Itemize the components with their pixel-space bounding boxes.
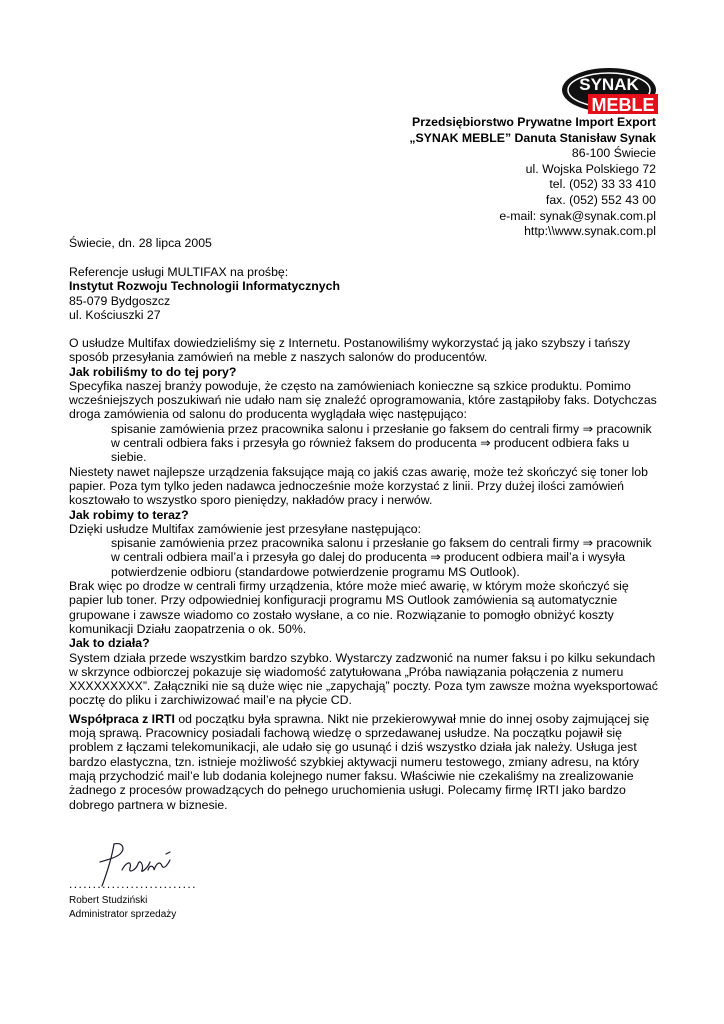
recipient-street: ul. Kościuszki 27 (69, 308, 161, 323)
company-name-line1: Przedsiębiorstwo Prywatne Import Export (412, 115, 656, 129)
signatory-name: Robert Studziński (69, 895, 148, 906)
svg-text:MEBLE: MEBLE (591, 95, 655, 115)
letter-body (69, 336, 659, 812)
paragraph-before: Specyfika naszej branży powoduje, że często na zamówieniach konieczne są szkice produktu. Pomimo wcześniejszych poszukiwań nie udało nam się znaleźć oprogramowania, które zastąpiłoby faks. Dotychczas droga zamówienia od salonu do producenta wyglądała więc następująco: (69, 378, 657, 422)
paragraph-benefits: Brak więc po drodze w centrali firmy urządzenia, które może mieć awarię, w którym może skończyć się papier lub toner. Przy odpowiedniej konfiguracji programu MS Outlook zamówienia są automatycznie grupowane i zawsze wiadomo co zostało wysłane, a co nie. Rozwiązanie to pomogło obniżyć koszty komunikacji Działu zaopatrzenia o ok. 50%. (69, 579, 629, 636)
steps-before: spisanie zamówienia przez pracownika salonu i przesłanie go faksem do centrali firmy ⇒ pracownik w centrali odbiera faks i przesyła go również faksem do producenta ⇒ producent odbiera faks u siebie. (111, 421, 652, 465)
intro-paragraph: O usłudze Multifax dowiedzieliśmy się z Internetu. Postanowiliśmy wykorzystać ją jako szybszy i tańszy sposób przesyłania zamówień na meble z naszych salonów do producentów. (69, 336, 631, 365)
company-logo (560, 66, 658, 116)
sender-address (409, 115, 656, 240)
company-fax: fax. (052) 552 43 00 (545, 192, 656, 207)
recipient-city: 85-079 Bydgoszcz (69, 293, 171, 308)
company-street: ul. Wojska Polskiego 72 (525, 161, 656, 176)
signature-line: ........................... (69, 877, 197, 891)
signatory-role: Administrator sprzedaży (69, 908, 177, 920)
heading-before: Jak robiliśmy to do tej pory? (69, 364, 237, 379)
reference-line: Referencje usługi MULTIFAX na prośbę: (69, 265, 289, 279)
paragraph-now: Dzięki usłudze Multifax zamówienie jest przesyłane następująco: (69, 521, 421, 536)
svg-text:SYNAK: SYNAK (579, 75, 639, 94)
company-phone: tel. (052) 33 33 410 (549, 177, 656, 192)
cooperation-text: od początku była sprawna. Nikt nie przekierowywał mnie do innej osoby zajmującej się moją sprawą. Pracownicy posiadali fachową wiedzę o sprzedawanej usłudze. Na początku pojawił się problem z łączami telekomunikacji, ale udało się go usunąć i dziś wszystko działa jak należy. Usługa jest bardzo elastyczna, tzn. istnieje możliwość szybkiej aktywacji numeru testowego, zmiany adresu, na który mają przychodzić mail’e lub dodania kolejnego numer faksu. Właściwie nie czekaliśmy na zrealizowanie żadnego z procesów prowadzących do pełnego uruchomienia usługi. Polecamy firmę IRTI jako bardzo dobrego partnera w biznesie. (69, 711, 650, 812)
paragraph-how: System działa przede wszystkim bardzo szybko. Wystarczy zadzwonić na numer faksu i po kilku sekundach w skrzynce odbiorczej pokazuje się wiadomość zatytułowana „Próba nawiązania połączenia z numeru XXXXXXXXX”. Załączniki nie są duże więc nie „zapychają” poczty. Poza tym zawsze można wyeksportować pocztę do pliku i zarchiwizować mail’e na płycie CD. (69, 650, 658, 708)
letter-date: Świecie, dn. 28 lipca 2005 (69, 236, 212, 250)
cooperation-lead: Współpraca z IRTI (69, 711, 175, 726)
synak-meble-logo-icon (560, 66, 658, 116)
company-name-line2: „SYNAK MEBLE” Danuta Stanisław Synak (409, 130, 656, 145)
company-website: http:\\www.synak.com.pl (524, 224, 656, 239)
recipient-block (69, 265, 340, 323)
heading-now: Jak robimy to teraz? (69, 507, 189, 522)
heading-how: Jak to działa? (69, 636, 150, 651)
recipient-name: Instytut Rozwoju Technologii Informatycznych (69, 279, 340, 294)
company-city: 86-100 Świecie (571, 146, 656, 161)
paragraph-cooperation (69, 712, 659, 812)
steps-now: spisanie zamówienia przez pracownika salonu i przesłanie go faksem do centrali firmy ⇒ pracownik w centrali odbiera mail’a i przesyła go dalej do producenta ⇒ producent odbiera mail’a i wysyła potwierdzenie odbioru (standardowe potwierdzenie programu MS Outlook). (111, 536, 652, 579)
paragraph-problems: Niestety nawet najlepsze urządzenia faksujące mają co jakiś czas awarię, może też skończyć się toner lob papier. Poza tym tylko jeden nadawca jednocześnie może korzystać z linii. Przy dużej ilości zamówień kosztowało to wszystko sporo pieniędzy, nakładów pracy i nerwów. (69, 464, 648, 508)
company-email: e-mail: synak@synak.com.pl (499, 208, 656, 223)
signatory (69, 894, 176, 921)
